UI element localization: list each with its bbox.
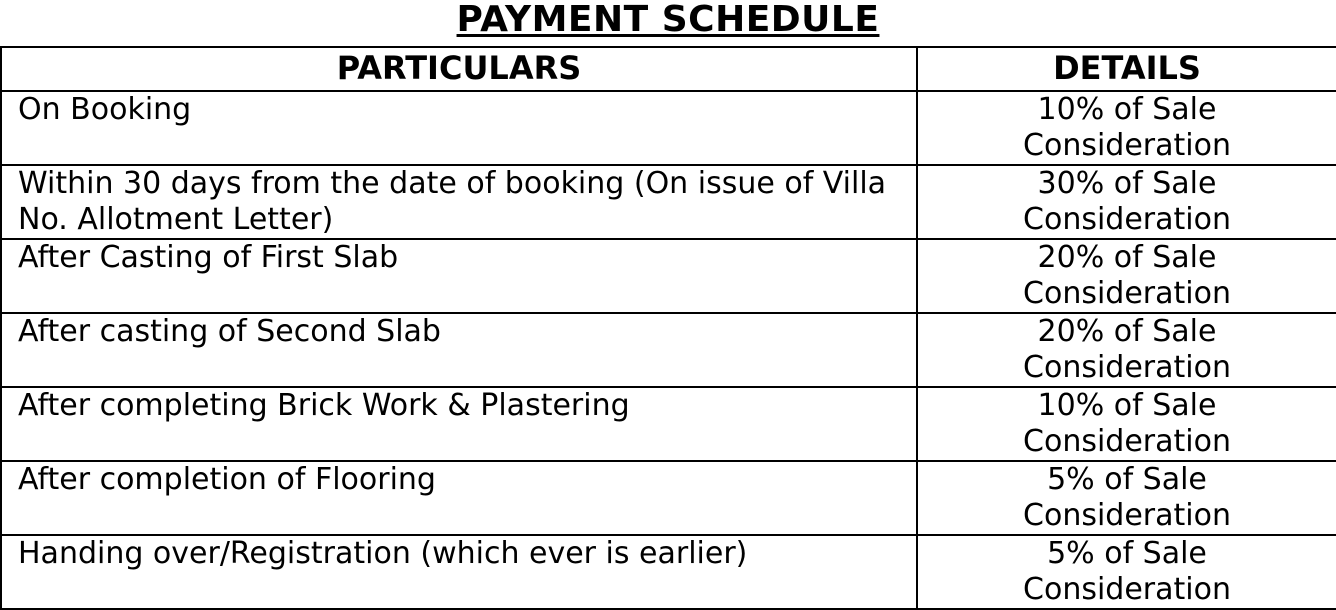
detail-percentage: 5% of Sale	[1047, 462, 1207, 497]
particular-cell: After Casting of First Slab	[1, 239, 917, 313]
detail-percentage: 10% of Sale	[1037, 388, 1217, 423]
detail-percentage: 20% of Sale	[1037, 240, 1217, 275]
payment-schedule-table	[0, 46, 1336, 610]
particular-cell: After completion of Flooring	[1, 461, 917, 535]
particular-cell: Within 30 days from the date of booking (On issue of Villa No. Allotment Letter)	[1, 165, 917, 239]
detail-basis: Consideration	[1023, 424, 1231, 459]
detail-cell	[917, 239, 1336, 313]
detail-basis: Consideration	[1023, 572, 1231, 607]
table-row	[1, 313, 1336, 387]
particular-cell: On Booking	[1, 91, 917, 165]
table-row	[1, 535, 1336, 609]
table-row	[1, 387, 1336, 461]
detail-percentage: 20% of Sale	[1037, 314, 1217, 349]
detail-cell	[917, 91, 1336, 165]
page-title	[0, 0, 1336, 46]
table-row	[1, 461, 1336, 535]
detail-basis: Consideration	[1023, 350, 1231, 385]
detail-percentage: 10% of Sale	[1037, 92, 1217, 127]
detail-cell	[917, 535, 1336, 609]
header-particulars: PARTICULARS	[1, 47, 917, 91]
detail-cell	[917, 461, 1336, 535]
table-header-row	[1, 47, 1336, 91]
header-details: DETAILS	[917, 47, 1336, 91]
table-row	[1, 165, 1336, 239]
detail-basis: Consideration	[1023, 276, 1231, 311]
particular-cell: Handing over/Registration (which ever is earlier)	[1, 535, 917, 609]
detail-cell	[917, 313, 1336, 387]
detail-cell	[917, 165, 1336, 239]
detail-basis: Consideration	[1023, 202, 1231, 237]
detail-cell	[917, 387, 1336, 461]
detail-basis: Consideration	[1023, 498, 1231, 533]
detail-basis: Consideration	[1023, 128, 1231, 163]
detail-percentage: 5% of Sale	[1047, 536, 1207, 571]
particular-cell: After completing Brick Work & Plastering	[1, 387, 917, 461]
page-title-text: PAYMENT SCHEDULE	[456, 0, 880, 40]
particular-cell: After casting of Second Slab	[1, 313, 917, 387]
table-row	[1, 239, 1336, 313]
detail-percentage: 30% of Sale	[1037, 166, 1217, 201]
table-row	[1, 91, 1336, 165]
